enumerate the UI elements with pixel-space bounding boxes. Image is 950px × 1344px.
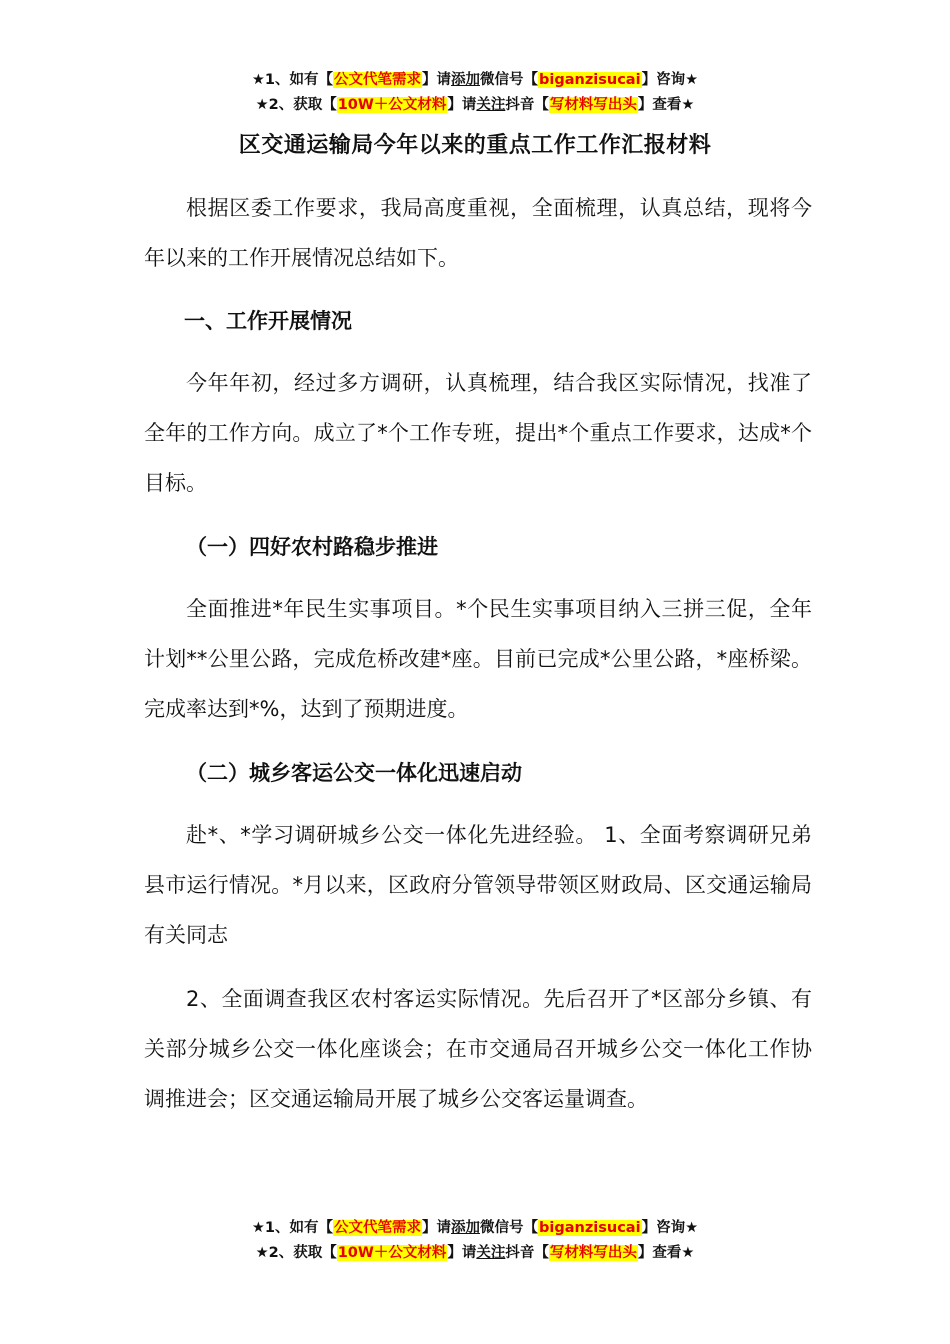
banner-text: 抖音【	[505, 97, 549, 113]
subsection-heading: （一）四好农村路稳步推进	[186, 535, 438, 559]
banner-text: 抖音【	[505, 1245, 549, 1261]
banner-text: 】查看★	[637, 1245, 695, 1261]
document-body	[144, 183, 812, 283]
banner-highlight: biganzisucai	[539, 1220, 641, 1236]
banner-line-1	[0, 68, 950, 93]
subsection-paragraph: 2、全面调查我区农村客运实际情况。先后召开了*区部分乡镇、有关部分城乡公交一体化座谈会；在市交通局召开城乡公交一体化工作协调推进会；区交通运输局开展了城乡公交客运量调查。	[144, 987, 812, 1111]
banner-highlight: 10W＋公文材料	[337, 97, 447, 113]
footer-banner	[0, 1216, 950, 1266]
subsection-paragraph: 全面推进*年民生实事项目。*个民生实事项目纳入三拼三促，全年计划**公里公路，完成危桥改建*座。目前已完成*公里公路，*座桥梁。完成率达到*%，达到了预期进度。	[144, 597, 812, 721]
banner-text: 】请	[447, 97, 477, 113]
section-heading: 一、工作开展情况	[184, 309, 352, 333]
subsection-1	[144, 522, 812, 572]
header-banner	[0, 68, 950, 118]
banner-text: 】请	[422, 72, 452, 88]
banner-text: 】咨询★	[641, 72, 699, 88]
subsection-2-body	[144, 810, 812, 960]
banner-line-2	[0, 93, 950, 118]
document-title: 区交通运输局今年以来的重点工作工作汇报材料	[238, 133, 712, 158]
banner-underline: 关注	[476, 1245, 506, 1261]
banner-highlight: 写材料写出头	[549, 97, 637, 113]
subsection-2	[144, 748, 812, 798]
section-1	[144, 296, 812, 346]
banner-highlight: 公文代笔需求	[334, 1220, 422, 1236]
banner-highlight: 写材料写出头	[549, 1245, 637, 1261]
banner-text: ★1、如有【	[251, 72, 334, 88]
banner-highlight: biganzisucai	[539, 72, 641, 88]
banner-text: ★2、获取【	[255, 1245, 337, 1261]
banner-text: 】咨询★	[641, 1220, 699, 1236]
banner-underline: 添加	[451, 1220, 481, 1236]
subsection-1-body	[144, 584, 812, 734]
banner-text: 微信号【	[480, 72, 539, 88]
banner-line-1	[0, 1216, 950, 1241]
banner-highlight: 10W＋公文材料	[337, 1245, 447, 1261]
banner-underline: 添加	[451, 72, 481, 88]
subsection-heading: （二）城乡客运公交一体化迅速启动	[186, 761, 522, 785]
banner-text: ★1、如有【	[251, 1220, 334, 1236]
section-1-body	[144, 358, 812, 508]
section-paragraph: 今年年初，经过多方调研，认真梳理，结合我区实际情况，找准了全年的工作方向。成立了*个工作专班，提出*个重点工作要求，达成*个目标。	[144, 371, 812, 495]
banner-text: 】请	[422, 1220, 452, 1236]
subsection-paragraph: 赴*、*学习调研城乡公交一体化先进经验。 1、全面考察调研兄弟县市运行情况。*月以来，区政府分管领导带领区财政局、区交通运输局有关同志	[144, 823, 812, 947]
subsection-2-body-2	[144, 974, 812, 1124]
banner-text: 】查看★	[637, 97, 695, 113]
banner-text: 微信号【	[480, 1220, 539, 1236]
banner-text: ★2、获取【	[255, 97, 337, 113]
banner-line-2	[0, 1241, 950, 1266]
banner-text: 】请	[447, 1245, 477, 1261]
banner-highlight: 公文代笔需求	[334, 72, 422, 88]
banner-underline: 关注	[476, 97, 506, 113]
intro-paragraph: 根据区委工作要求，我局高度重视，全面梳理，认真总结，现将今年以来的工作开展情况总结如下。	[144, 196, 812, 270]
